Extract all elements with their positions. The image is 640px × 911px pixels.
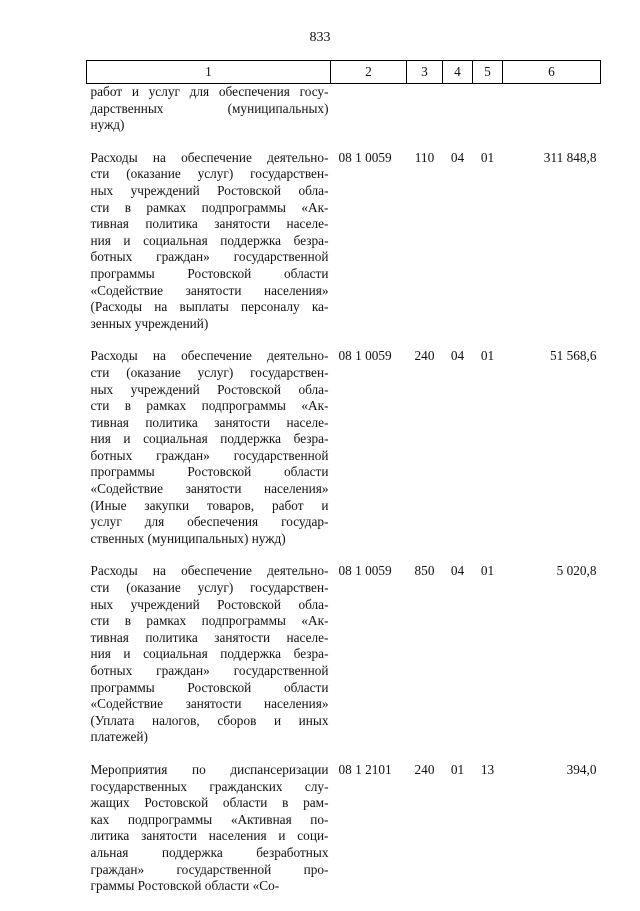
row-expense-type: 240	[414, 348, 435, 364]
description-line: ных учреждений Ростовской обла-	[90, 596, 329, 612]
row-amount: 311 848,8	[543, 149, 597, 165]
row-section	[443, 84, 473, 150]
row-amount	[503, 84, 601, 150]
description-line: дарственных (муниципальных)	[90, 100, 329, 116]
row-description	[87, 762, 331, 911]
budget-table	[86, 60, 601, 911]
header-col-5: 5	[473, 61, 503, 84]
row-target-code	[331, 84, 407, 150]
description-line: граждан» государственной про-	[90, 861, 329, 877]
row-description	[87, 150, 331, 349]
description-line: сти (оказание услуг) государствен-	[90, 166, 329, 182]
description-line: ботных граждан» государственной	[90, 249, 329, 265]
table-row	[87, 563, 601, 762]
header-col-2: 2	[331, 61, 407, 84]
description-line: ботных граждан» государственной	[90, 663, 329, 678]
description-line: тивная политика занятости населе-	[90, 414, 329, 430]
header-col-1: 1	[87, 61, 331, 84]
description-line: ных учреждений Ростовской обла-	[90, 182, 329, 198]
description-line: ках подпрограммы «Активная по-	[90, 811, 329, 827]
row-section: 04	[450, 149, 465, 165]
page-number: 833	[309, 30, 331, 45]
description-line: ботных граждан» государственной	[90, 447, 329, 463]
description-line: программы Ростовской области	[90, 679, 329, 695]
row-expense-type: 850	[414, 563, 435, 579]
row-amount: 5 020,8	[556, 563, 597, 579]
description-line: программы Ростовской области	[90, 265, 329, 281]
row-description	[87, 563, 331, 762]
row-subsection: 01	[480, 149, 495, 165]
row-subsection: 01	[480, 348, 495, 364]
description-line: (Уплата налогов, сборов и иных	[90, 712, 329, 728]
row-amount: 51 568,6	[549, 348, 597, 364]
description-line: Расходы на обеспечение деятельно-	[90, 149, 329, 165]
row-subsection: 13	[480, 761, 495, 777]
description-line: тивная политика занятости населе-	[90, 216, 329, 232]
row-section: 04	[450, 563, 465, 579]
row-target-code: 08 1 0059	[338, 348, 392, 364]
description-line: ственных (муниципальных) нужд)	[90, 530, 286, 546]
description-line: «Содействие занятости населения»	[90, 696, 329, 712]
row-target-code: 08 1 0059	[338, 149, 392, 165]
row-target-code: 08 1 0059	[338, 563, 392, 579]
description-line: зенных учреждений)	[90, 315, 209, 331]
table-body	[87, 84, 601, 911]
description-line: сти (оказание услуг) государствен-	[90, 364, 329, 380]
description-line: сти в рамках подпрограммы «Ак-	[90, 613, 329, 629]
header-col-4: 4	[443, 61, 473, 84]
description-line: сти (оказание услуг) государствен-	[90, 580, 329, 596]
table-row	[87, 150, 601, 349]
description-line: ния и социальная поддержка безра-	[90, 646, 329, 662]
description-line: ных учреждений Ростовской обла-	[90, 381, 329, 397]
table-row	[87, 348, 601, 563]
row-expense-type: 110	[414, 149, 435, 165]
table-row	[87, 84, 601, 150]
description-line: жащих Ростовской области в рам-	[90, 795, 329, 811]
description-line: нужд)	[90, 117, 125, 133]
description-line: ния и социальная поддержка безра-	[90, 431, 329, 447]
description-line: государственных гражданских слу-	[90, 778, 329, 794]
description-line: литика занятости населения и соци-	[90, 828, 329, 844]
row-section: 01	[450, 761, 465, 777]
description-line: сти в рамках подпрограммы «Ак-	[90, 398, 329, 414]
description-line: работ и услуг для обеспечения госу-	[90, 84, 329, 99]
table-row	[87, 762, 601, 911]
description-line: альная поддержка безработных	[90, 844, 329, 860]
header-col-3: 3	[407, 61, 443, 84]
table-header-row	[87, 61, 601, 84]
description-line: сти в рамках подпрограммы «Ак-	[90, 199, 329, 215]
row-expense-type	[407, 84, 443, 150]
row-subsection	[473, 84, 503, 150]
description-line: ния и социальная поддержка безра-	[90, 232, 329, 248]
row-target-code: 08 1 2101	[338, 761, 392, 777]
description-line: (Расходы на выплаты персоналу ка-	[90, 299, 329, 315]
description-line: Расходы на обеспечение деятельно-	[90, 563, 329, 579]
description-line: платежей)	[90, 729, 148, 745]
row-description	[87, 84, 331, 150]
row-amount: 394,0	[566, 761, 597, 777]
row-description	[87, 348, 331, 563]
description-line: тивная политика занятости населе-	[90, 629, 329, 645]
description-line: Мероприятия по диспансеризации	[90, 761, 329, 777]
description-line: программы Ростовской области	[90, 464, 329, 480]
description-line: «Содействие занятости населения»	[90, 282, 329, 298]
row-subsection: 01	[480, 563, 495, 579]
description-line: услуг для обеспечения государ-	[90, 514, 329, 530]
description-line: граммы Ростовской области «Со-	[90, 878, 280, 894]
row-section: 04	[450, 348, 465, 364]
description-line: Расходы на обеспечение деятельно-	[90, 348, 329, 364]
row-expense-type: 240	[414, 761, 435, 777]
description-line: «Содействие занятости населения»	[90, 481, 329, 497]
header-col-6: 6	[503, 61, 601, 84]
description-line: (Иные закупки товаров, работ и	[90, 497, 329, 513]
